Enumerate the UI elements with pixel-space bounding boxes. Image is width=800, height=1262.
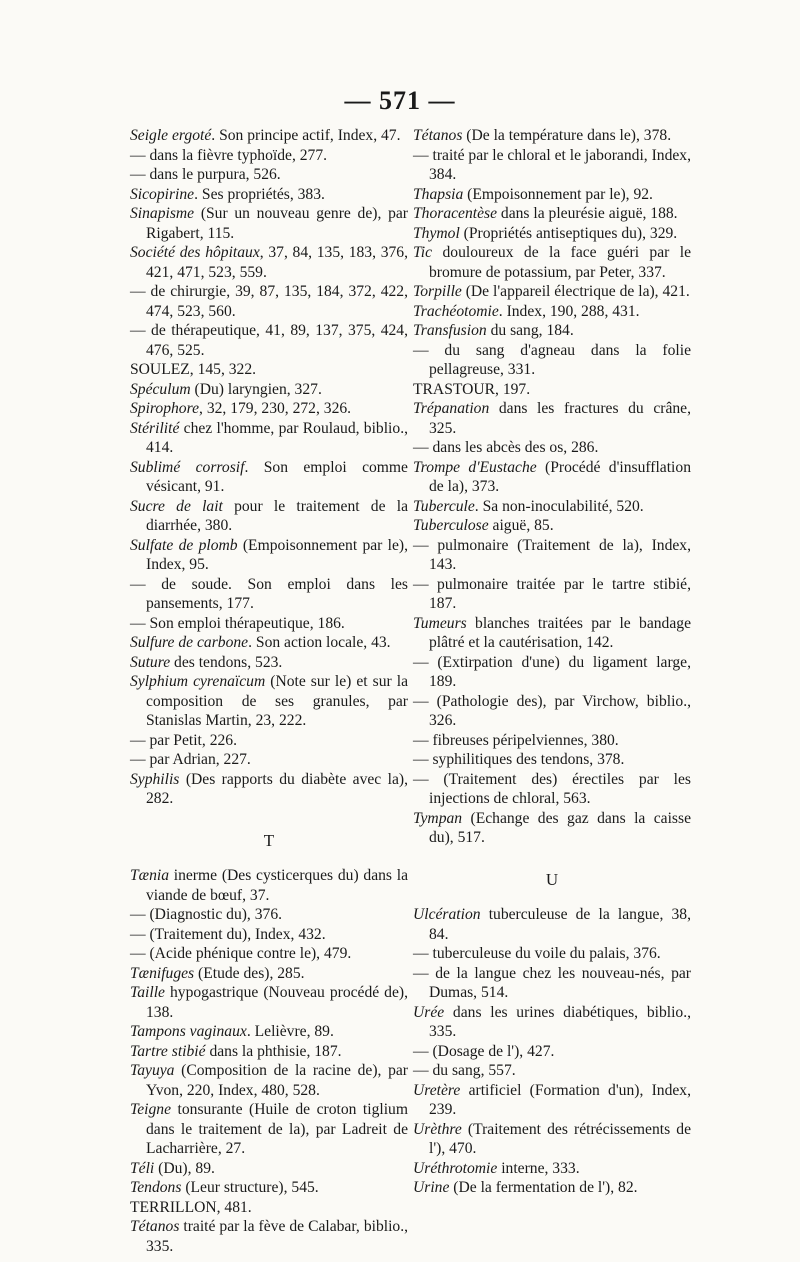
- index-term: Teigne: [130, 1101, 172, 1118]
- index-entry-text: TRASTOUR, 197.: [413, 380, 531, 398]
- index-entry: [130, 575, 408, 614]
- index-entry-text: , 32, 179, 230, 272, 326.: [199, 400, 352, 417]
- index-term: Tétanos: [130, 1218, 180, 1235]
- index-term: Sucre de lait: [130, 497, 223, 515]
- index-entry: [130, 1217, 408, 1256]
- index-entry: [130, 1100, 408, 1159]
- index-entry: [413, 282, 691, 302]
- index-entry-text: — dans les abcès des os, 286.: [413, 439, 599, 456]
- index-entry-text: pour le traitement de la diarrhée, 380.: [146, 497, 408, 534]
- index-entry: [130, 146, 408, 166]
- index-term: Trachéotomie: [413, 302, 499, 320]
- index-entry: [413, 224, 691, 244]
- index-entry-text: (De la température dans le), 378.: [462, 127, 672, 144]
- index-entry-text: hypogastrique (Nouveau procédé de), 138.: [146, 984, 408, 1021]
- index-term: Urée: [413, 1003, 445, 1021]
- index-entry: [413, 614, 691, 653]
- index-entry-text: (Propriétés antiseptiques du), 329.: [459, 224, 678, 242]
- entries-u-group: [413, 905, 691, 1198]
- index-entry-text: (Des rapports du diabète avec la), 282.: [146, 770, 408, 807]
- index-entry-text: — (Pathologie des), par Virchow, biblio., 326.: [413, 692, 691, 729]
- index-entry: [413, 1042, 691, 1062]
- index-term: Tayuya: [130, 1062, 175, 1079]
- index-entry: [413, 575, 691, 614]
- section-letter-t: T: [263, 830, 275, 850]
- index-entry-text: — de soude. Son emploi dans les pansements, 177.: [130, 575, 408, 612]
- index-entry: [130, 321, 408, 360]
- index-entry: [413, 1120, 691, 1159]
- entries-t-group: [130, 866, 408, 1256]
- index-term: Syphilis: [130, 770, 180, 788]
- index-entry: [130, 653, 408, 673]
- index-entry-text: des tendons, 523.: [170, 653, 283, 671]
- index-entry-text: — pulmonaire traitée par le tartre stibié, 187.: [413, 575, 691, 612]
- index-entry: [413, 497, 691, 517]
- index-entry-text: (Composition de la racine de), par Yvon, 220, Index, 480, 528.: [146, 1062, 408, 1099]
- index-entry: [413, 380, 691, 400]
- index-entry-text: (Empoisonnement par le), Index, 95.: [146, 536, 408, 573]
- index-entry: [413, 1061, 691, 1081]
- index-term: Sulfate de plomb: [130, 536, 238, 554]
- index-entry: [130, 419, 408, 458]
- index-term: Seigle ergoté: [130, 127, 212, 144]
- index-term: Tubercule: [413, 497, 475, 515]
- index-term: Sublimé corrosif: [130, 458, 245, 476]
- index-entry: [413, 243, 691, 282]
- index-entry: [130, 983, 408, 1022]
- index-entry-text: — dans le purpura, 526.: [130, 166, 281, 183]
- index-entry-text: (Procédé d'insufflation de la), 373.: [429, 458, 691, 495]
- index-entry-text: (Du), 89.: [154, 1159, 215, 1177]
- index-entry: [130, 243, 408, 282]
- index-entry-text: — syphilitiques des tendons, 378.: [413, 751, 625, 768]
- index-entry-text: — traité par le chloral et le jaborandi, Index, 384.: [413, 146, 691, 183]
- index-column-right: [413, 126, 691, 1198]
- index-entry: [130, 672, 408, 731]
- index-term: Suture: [130, 653, 171, 671]
- index-entry: [130, 1061, 408, 1100]
- index-entry: [413, 964, 691, 1003]
- index-entry: [130, 536, 408, 575]
- index-entry: [413, 1003, 691, 1042]
- index-entry-text: SOULEZ, 145, 322.: [130, 361, 257, 378]
- index-entry: [413, 750, 691, 770]
- index-entry-text: . Son emploi comme vésicant, 91.: [146, 458, 408, 495]
- index-entry-text: — Son emploi thérapeutique, 186.: [130, 614, 345, 632]
- index-entry-text: . Ses propriétés, 383.: [194, 185, 325, 203]
- index-term: Transfusion: [413, 322, 487, 339]
- index-entry: [413, 944, 691, 964]
- index-entry: [413, 809, 691, 848]
- index-entry-text: — du sang d'agneau dans la folie pellagreuse, 331.: [413, 341, 691, 378]
- index-term: Spirophore: [130, 400, 200, 417]
- index-term: Ulcération: [413, 906, 481, 923]
- index-entry-text: tuberculeuse de la langue, 38, 84.: [429, 906, 691, 943]
- index-entry: [413, 1159, 691, 1179]
- index-entry: [413, 438, 691, 458]
- index-term: Spéculum: [130, 380, 191, 398]
- index-entry-text: . Lelièvre, 89.: [246, 1023, 334, 1040]
- index-entry-text: chez l'homme, par Roulaud, biblio., 414.: [146, 419, 408, 456]
- index-entry: [413, 536, 691, 575]
- page-number: — 571 —: [344, 86, 456, 115]
- index-entry-text: dans la pleurésie aiguë, 188.: [497, 205, 678, 222]
- index-term: Taille: [130, 984, 165, 1001]
- index-entry: [130, 1198, 408, 1218]
- index-entry: [130, 204, 408, 243]
- index-term: Tænifuges: [130, 964, 195, 982]
- index-term: Tampons vaginaux: [130, 1023, 247, 1040]
- section-letter-u: U: [545, 869, 559, 889]
- index-term: Stérilité: [130, 419, 180, 437]
- index-entry-text: . Index, 190, 288, 431.: [498, 302, 640, 320]
- index-entry-text: blanches traitées par le bandage plâtré et la cautérisation, 142.: [429, 614, 691, 651]
- index-term: Tendons: [130, 1179, 182, 1196]
- index-term: Sinapisme: [130, 205, 195, 222]
- index-entry: [413, 146, 691, 185]
- index-entry: [130, 614, 408, 634]
- index-entry: [413, 321, 691, 341]
- index-entry: [130, 126, 408, 146]
- index-entry: [413, 399, 691, 438]
- index-entry-text: (Sur un nouveau genre de), par Rigabert, 115.: [146, 205, 408, 242]
- index-entry-text: . Sa non-inoculabilité, 520.: [474, 497, 644, 515]
- index-entry-text: — tuberculeuse du voile du palais, 376.: [413, 945, 661, 962]
- index-term: Sulfure de carbone: [130, 634, 249, 651]
- index-entry-text: dans les urines diabétiques, biblio., 335.: [429, 1003, 691, 1040]
- index-entry: [413, 126, 691, 146]
- index-entry-text: — pulmonaire (Traitement de la), Index, 143.: [413, 536, 691, 573]
- index-entry-text: douloureux de la face guéri par le bromure de potassium, par Peter, 337.: [429, 244, 691, 281]
- index-entry: [130, 633, 408, 653]
- index-term: Trépanation: [413, 400, 490, 417]
- index-entry: [130, 964, 408, 984]
- index-entry-text: (De la fermentation de l'), 82.: [449, 1179, 638, 1196]
- index-term: Thymol: [413, 224, 460, 242]
- index-entry-text: — par Petit, 226.: [130, 731, 237, 749]
- index-entry-text: — (Dosage de l'), 427.: [413, 1042, 555, 1060]
- index-entry-text: dans la phthisie, 187.: [205, 1042, 342, 1060]
- index-entry-text: (Etude des), 285.: [194, 964, 305, 982]
- index-entry: [130, 1159, 408, 1179]
- index-entry: [130, 185, 408, 205]
- index-term: Tuberculose: [413, 517, 489, 534]
- index-term: Tumeurs: [413, 614, 467, 632]
- index-term: Tic: [413, 244, 433, 261]
- index-term: Uretère: [413, 1081, 461, 1099]
- index-term: Tétanos: [413, 127, 463, 144]
- index-entry: [130, 165, 408, 185]
- index-entry: [413, 458, 691, 497]
- index-term: Tympan: [413, 809, 463, 827]
- index-entry: [130, 925, 408, 945]
- index-entry-text: (Du) laryngien, 327.: [190, 380, 322, 398]
- index-term: Tartre stibié: [130, 1042, 206, 1060]
- index-entry-text: — (Extirpation d'une) du ligament large, 189.: [413, 653, 691, 690]
- index-entry-text: inerme (Des cysticerques du) dans la viande de bœuf, 37.: [146, 867, 408, 904]
- index-entry-text: , 37, 84, 135, 183, 376, 421, 471, 523, 559.: [146, 244, 408, 281]
- index-entry: [130, 731, 408, 751]
- index-term: Torpille: [413, 283, 462, 300]
- index-entry-text: artificiel (Formation d'un), Index, 239.: [429, 1081, 691, 1118]
- index-entry-text: — par Adrian, 227.: [130, 751, 251, 768]
- index-term: Urèthre: [413, 1120, 462, 1138]
- index-term: Urine: [413, 1179, 450, 1196]
- index-entry: [413, 1178, 691, 1198]
- index-entry-text: (Note sur le) et sur la composition de ses granules, par Stanislas Martin, 23, 222.: [146, 673, 409, 729]
- index-entry: [130, 770, 408, 809]
- index-entry: [130, 380, 408, 400]
- index-entry: [413, 516, 691, 536]
- index-term: Thapsia: [413, 185, 464, 203]
- index-entry-text: interne, 333.: [497, 1159, 580, 1177]
- index-entry-text: TERRILLON, 481.: [130, 1198, 252, 1216]
- index-entry: [413, 653, 691, 692]
- index-entry-text: tonsurante (Huile de croton tiglium dans le traitement de la), par Ladreit de Lacharrière, 27.: [146, 1101, 408, 1157]
- entries-s-group: [130, 126, 408, 809]
- index-entry-text: — dans la fièvre typhoïde, 277.: [130, 146, 328, 164]
- index-entry-text: (De l'appareil électrique de la), 421.: [461, 283, 690, 300]
- index-term: Trompe d'Eustache: [413, 458, 537, 476]
- index-entry-text: aiguë, 85.: [488, 517, 554, 534]
- index-entry: [413, 692, 691, 731]
- index-entry: [413, 731, 691, 751]
- index-term: Sicopirine: [130, 185, 195, 203]
- index-term: Thoracentèse: [413, 205, 498, 222]
- index-term: Société des hôpitaux: [130, 244, 260, 261]
- index-entry: [413, 204, 691, 224]
- index-entry-text: . Son principe actif, Index, 47.: [211, 127, 401, 144]
- index-entry: [130, 1022, 408, 1042]
- index-term: Tænia: [130, 867, 169, 884]
- index-entry-text: — (Acide phénique contre le), 479.: [130, 945, 352, 962]
- index-entry: [413, 302, 691, 322]
- index-entry: [130, 866, 408, 905]
- index-entry-text: — de la langue chez les nouveau-nés, par Dumas, 514.: [413, 964, 691, 1001]
- index-entry: [130, 360, 408, 380]
- index-entry: [413, 905, 691, 944]
- index-entry: [413, 770, 691, 809]
- index-entry: [130, 497, 408, 536]
- index-entry: [130, 944, 408, 964]
- index-entry-text: du sang, 184.: [486, 322, 574, 339]
- index-entry: [130, 282, 408, 321]
- index-term: Téli: [130, 1159, 155, 1177]
- index-entry-text: (Leur structure), 545.: [181, 1179, 319, 1196]
- index-term: Uréthrotomie: [413, 1159, 498, 1177]
- index-entry: [130, 750, 408, 770]
- index-entry-text: (Echange des gaz dans la caisse du), 517.: [429, 809, 691, 846]
- index-entry: [130, 905, 408, 925]
- index-entry-text: — de chirurgie, 39, 87, 135, 184, 372, 422, 474, 523, 560.: [130, 283, 408, 320]
- index-column-left: [130, 126, 408, 1256]
- index-entry: [130, 1178, 408, 1198]
- index-entry: [413, 185, 691, 205]
- index-entry-text: — de thérapeutique, 41, 89, 137, 375, 424, 476, 525.: [130, 322, 408, 359]
- index-term: Sylphium cyrenaïcum: [130, 673, 266, 690]
- index-entry: [130, 1042, 408, 1062]
- index-entry: [130, 399, 408, 419]
- index-entry-text: (Empoisonnement par le), 92.: [463, 185, 653, 203]
- index-entry-text: traité par la fève de Calabar, biblio., 335.: [146, 1218, 408, 1255]
- index-entry-text: — du sang, 557.: [413, 1062, 516, 1079]
- index-entry: [413, 1081, 691, 1120]
- index-entry-text: — (Traitement du), Index, 432.: [130, 925, 326, 943]
- index-entry-text: (Traitement des rétrécissements de l'), 470.: [429, 1120, 691, 1157]
- index-entry: [130, 458, 408, 497]
- index-entry: [413, 341, 691, 380]
- index-entry-text: — fibreuses péripelviennes, 380.: [413, 731, 619, 749]
- index-entry-text: — (Diagnostic du), 376.: [130, 906, 283, 923]
- entries-t-continued-group: [413, 126, 691, 848]
- index-entry-text: dans les fractures du crâne, 325.: [429, 400, 691, 437]
- index-entry-text: — (Traitement des) érectiles par les injections de chloral, 563.: [413, 770, 691, 807]
- index-entry-text: . Son action locale, 43.: [248, 634, 391, 651]
